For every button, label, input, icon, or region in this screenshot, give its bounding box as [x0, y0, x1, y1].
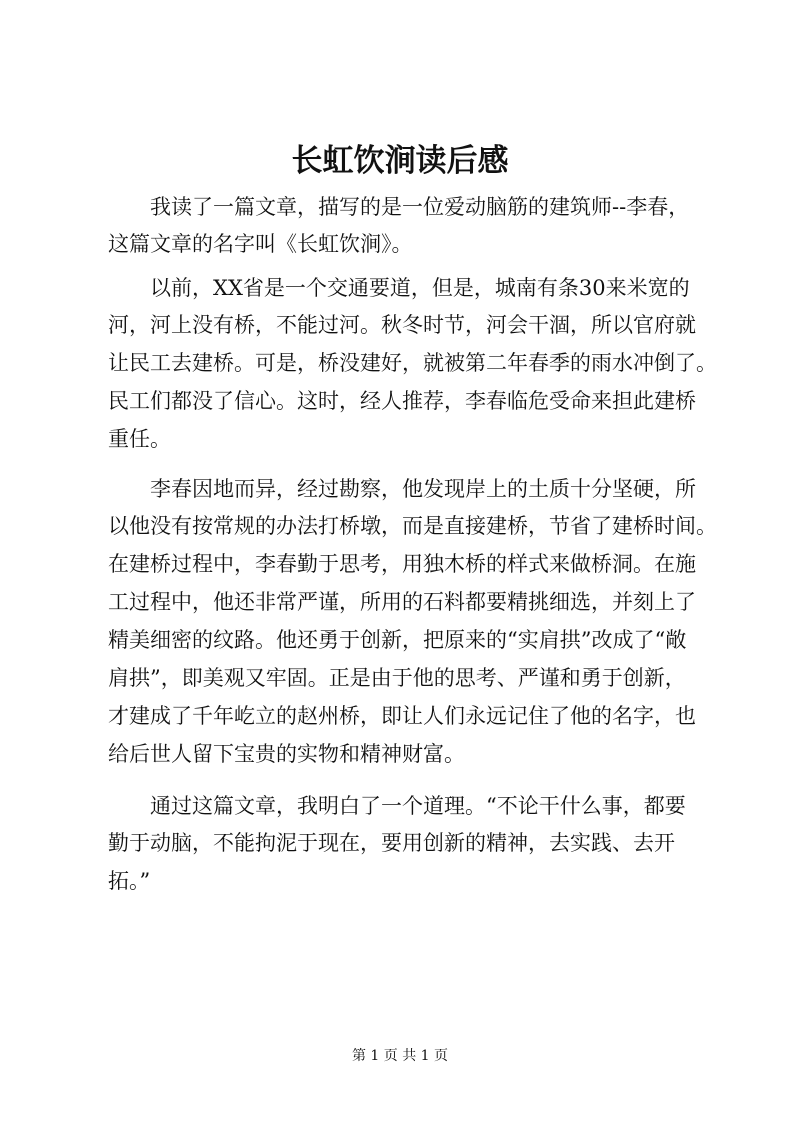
text-line: 给后世人留下宝贵的实物和精神财富。: [108, 742, 465, 766]
page-footer: 第 1 页 共 1 页: [351, 1048, 449, 1064]
text-line: 民工们都没了信心。这时，经人推荐，李春临危受命来担此建桥: [108, 389, 696, 413]
text-line: 重任。: [108, 427, 171, 451]
text-line: 拓。”: [108, 869, 151, 893]
text-line: 通过这篇文章，我明白了一个道理。“不论干什么事，都要: [150, 794, 686, 818]
text-line: 以前，XX省是一个交通要道，但是，城南有条30来米宽的: [150, 276, 690, 300]
text-line: 河，河上没有桥，不能过河。秋冬时节，河会干涸，所以官府就: [108, 313, 696, 337]
text-line: 肩拱”，即美观又牢固。正是由于他的思考、严谨和勇于创新，: [108, 666, 686, 690]
text-line: 勤于动脑，不能拘泥于现在，要用创新的精神，去实践、去开: [108, 831, 675, 855]
document-title: 长虹饮涧读后感: [291, 143, 509, 179]
text-line: 李春因地而异，经过勘察，他发现岸上的土质十分坚硬，所: [150, 477, 696, 501]
text-line: 以他没有按常规的办法打桥墩，而是直接建桥，节省了建桥时间。: [108, 514, 717, 538]
text-line: 精美细密的纹路。他还勇于创新，把原来的“实肩拱”改成了“敞: [108, 628, 687, 652]
text-line: 让民工去建桥。可是，桥没建好，就被第二年春季的雨水冲倒了。: [108, 351, 717, 375]
text-line: 才建成了千年屹立的赵州桥，即让人们永远记住了他的名字，也: [108, 704, 696, 728]
text-line: 这篇文章的名字叫《长虹饮涧》。: [108, 232, 413, 256]
text-line: 工过程中，他还非常严谨，所用的石料都要精挑细选，并刻上了: [108, 590, 696, 614]
text-line: 我读了一篇文章，描写的是一位爱动脑筋的建筑师--李春，: [150, 195, 690, 219]
text-line: 在建桥过程中，李春勤于思考，用独木桥的样式来做桥洞。在施: [108, 552, 696, 576]
